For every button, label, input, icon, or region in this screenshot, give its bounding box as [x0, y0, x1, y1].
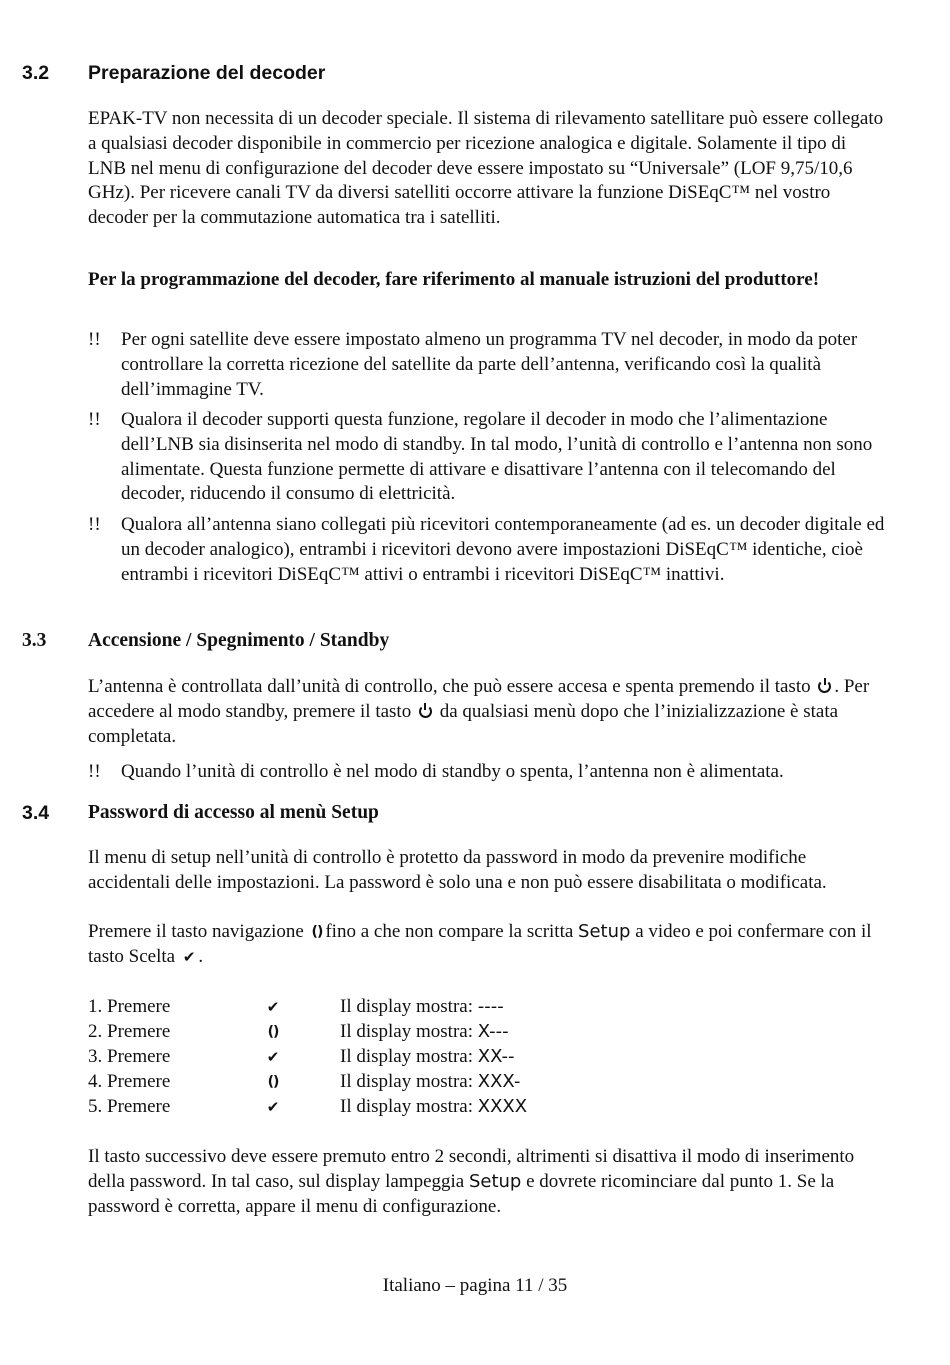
nav-icon: (): [311, 924, 323, 940]
step-display: [340, 1095, 527, 1120]
step-code: ----: [477, 996, 504, 1017]
bullet-mark: !!: [88, 514, 101, 535]
step-row: [88, 1020, 888, 1045]
section-number: 3.3: [22, 630, 47, 651]
step-label: 3. Premere: [88, 1046, 171, 1067]
check-icon: ✔: [182, 947, 196, 966]
section-title: Password di accesso al menù Setup: [88, 802, 379, 823]
step-display: [340, 1020, 509, 1045]
nav-icon: (): [267, 1024, 279, 1040]
step-label: 5. Premere: [88, 1096, 171, 1117]
bullet-text: Quando l’unità di controllo è nel modo di standby o spenta, l’antenna non è alimentata.: [121, 761, 784, 782]
check-icon: ✔: [266, 1048, 280, 1066]
step-display: [340, 995, 504, 1020]
step-display-text: Il display mostra:: [340, 1071, 473, 1092]
power-icon: [818, 680, 831, 693]
setup-display-text: Setup: [468, 1170, 522, 1192]
paragraph-text: da qualsiasi menù dopo che l’inizializzazione è stata completata.: [88, 700, 839, 747]
bullet-text: Qualora il decoder supporti questa funzione, regolare il decoder in modo che l’alimentazione dell’LNB sia disinserita nel modo di standby. In tal modo, l’unità di controllo e l’antenna non sono alimentate. Questa funzione permette di attivare e disattivare l’antenna con il telecomando del decoder, riducendo il consumo di elettricità.: [121, 409, 873, 505]
paragraph: [88, 675, 888, 749]
page-footer: Italiano – pagina 11 / 35: [382, 1275, 568, 1296]
paragraph-text: Il tasto successivo deve essere premuto entro 2 secondi, altrimenti si disattiva il modo di inserimento della password. In tal caso, sul display lampeggia: [88, 1146, 855, 1192]
step-label: 4. Premere: [88, 1071, 171, 1092]
step-row: [88, 1070, 888, 1095]
setup-display-text: Setup: [578, 921, 631, 942]
bullet-mark: !!: [88, 409, 101, 430]
paragraph-text: fino a che non compare la scritta: [325, 921, 574, 942]
bullet-mark: !!: [88, 761, 101, 782]
paragraph-text: a video e poi confermare con il tasto Scelta: [88, 921, 872, 967]
bullet-text: Per ogni satellite deve essere impostato almeno un programma TV nel decoder, in modo da poter controllare la corretta ricezione del satellite da parte dell’antenna, verificando così la qualità dell’immagine TV.: [121, 329, 858, 400]
step-code: X---: [477, 1021, 509, 1042]
paragraph: EPAK-TV non necessita di un decoder speciale. Il sistema di rilevamento satellitare può essere collegato a qualsiasi decoder disponibile in commercio per ricezione analogica e digitale. Solamente il tipo di LNB nel menu di configurazione del decoder deve essere impostato su “Universale” (LOF 9,75/10,6 GHz). Per ricevere canali TV da diversi satelliti occorre attivare la funzione DiSEqC™ nel vostro decoder per la commutazione automatica tra i satelliti.: [88, 108, 884, 229]
section-number: 3.4: [22, 802, 50, 824]
power-icon: [419, 705, 432, 718]
paragraph-text: .: [198, 945, 204, 967]
step-display: [340, 1045, 515, 1070]
step-label: 1. Premere: [88, 996, 171, 1017]
step-row: [88, 995, 888, 1020]
section-number: 3.2: [22, 62, 50, 84]
step-code: XXXX: [477, 1096, 528, 1117]
bullet-text: Qualora all’antenna siano collegati più ricevitori contemporaneamente (ad es. un decoder digitale ed un decoder analogico), entrambi i ricevitori devono avere impostazioni DiSEqC™ identiche, cioè entrambi i ricevitori DiSEqC™ attivi o entrambi i ricevitori DiSEqC™ inattivi.: [121, 514, 885, 585]
section-title: Accensione / Spegnimento / Standby: [88, 630, 390, 651]
step-display-text: Il display mostra:: [340, 1046, 473, 1067]
paragraph: [88, 920, 888, 970]
step-display-text: Il display mostra:: [340, 1021, 473, 1042]
paragraph-text: L’antenna è controllata dall’unità di controllo, che può essere accesa e spenta premendo il tasto: [88, 676, 811, 697]
bullet-mark: !!: [88, 329, 101, 350]
step-code: XX--: [477, 1046, 515, 1067]
paragraph-text: Premere il tasto navigazione: [88, 921, 304, 942]
step-code: XXX-: [477, 1071, 521, 1092]
paragraph-text: . Per accedere al modo standby, premere il tasto: [88, 676, 870, 722]
bold-note: Per la programmazione del decoder, fare riferimento al manuale istruzioni del produttore!: [88, 269, 820, 290]
check-icon: ✔: [266, 1098, 280, 1116]
paragraph-text: e dovrete ricominciare dal punto 1. Se la password è corretta, appare il menu di configurazione.: [88, 1170, 835, 1217]
section-title: Preparazione del decoder: [88, 62, 326, 84]
paragraph: Il menu di setup nell’unità di controllo è protetto da password in modo da prevenire modifiche accidentali delle impostazioni. La password è solo una e non può essere disabilitata o modificata.: [88, 847, 827, 893]
nav-icon: (): [267, 1074, 279, 1090]
step-row: [88, 1095, 888, 1120]
step-label: 2. Premere: [88, 1021, 171, 1042]
paragraph: [88, 1145, 888, 1219]
check-icon: ✔: [266, 998, 280, 1016]
step-row: [88, 1045, 888, 1070]
step-display-text: Il display mostra:: [340, 1096, 473, 1117]
step-display-text: Il display mostra:: [340, 996, 473, 1017]
step-display: [340, 1070, 520, 1095]
